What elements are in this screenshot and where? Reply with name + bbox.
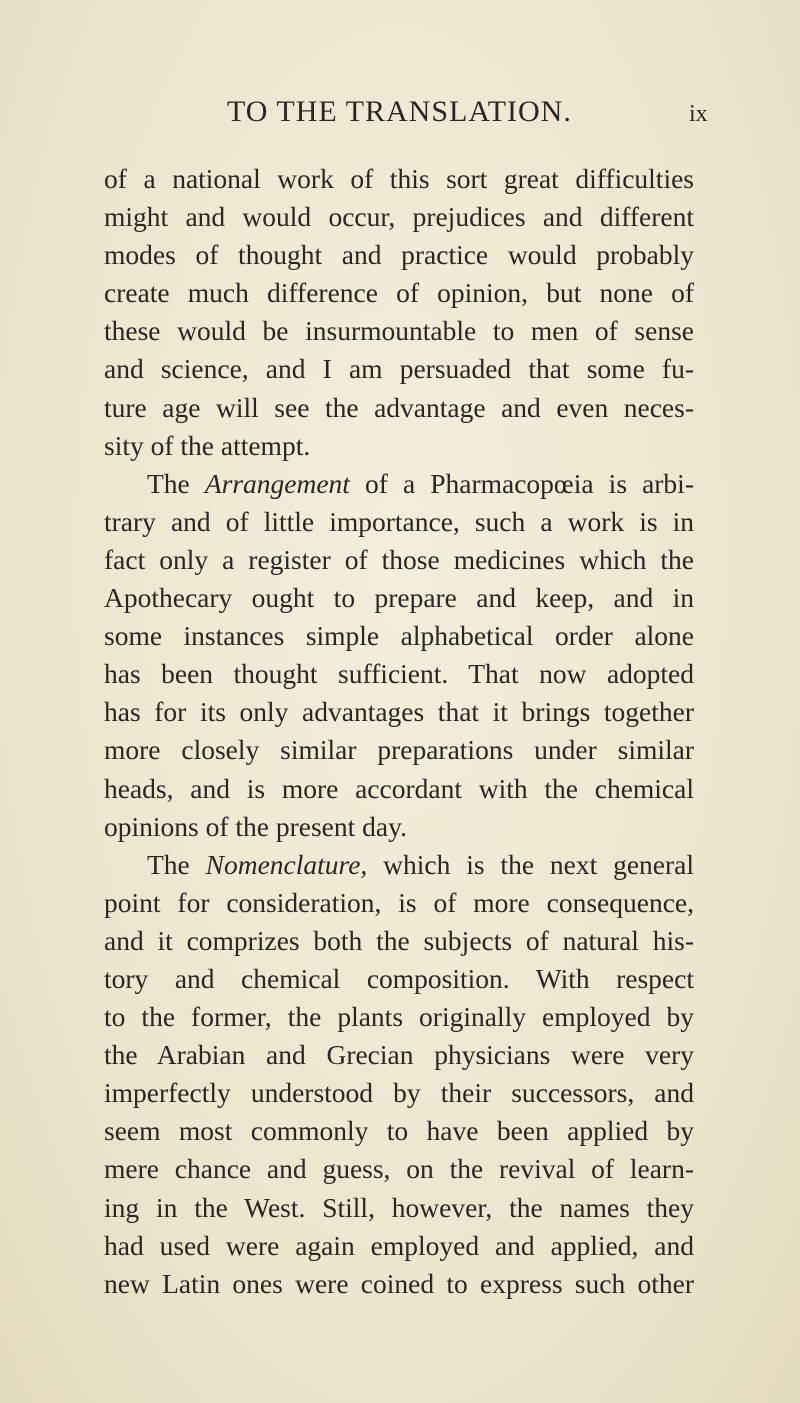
text-line: seem most commonly to have been applied by: [104, 1115, 694, 1147]
text-line: Apothecary ought to prepare and keep, and in: [104, 582, 694, 614]
text-line: has been thought sufficient. That now adopted: [104, 658, 694, 690]
text-line: ing in the West. Still, however, the names they: [104, 1191, 694, 1223]
text-line: sity of the attempt.: [104, 429, 311, 461]
text-line: might and would occur, prejudices and different: [104, 201, 694, 233]
text-line: new Latin ones were coined to express such other: [104, 1267, 694, 1299]
text-line: some instances simple alphabetical order alone: [104, 620, 694, 652]
italic-term-arrangement: Arrangement: [204, 467, 350, 499]
text-line: and science, and I am persuaded that some fu-: [104, 353, 694, 385]
text-line: of a national work of this sort great difficulties: [104, 163, 694, 194]
text-line: has for its only advantages that it brings together: [104, 696, 694, 728]
text-line: had used were again employed and applied, and: [104, 1229, 694, 1261]
text-line: more closely similar preparations under similar: [104, 734, 694, 766]
text-line: to the former, the plants originally employed by: [104, 1001, 694, 1033]
text-line: create much difference of opinion, but none of: [104, 277, 694, 309]
italic-term-nomenclature: Nomenclature,: [205, 848, 368, 880]
text-run: which is the next general: [367, 848, 694, 880]
body-text: [104, 160, 694, 1303]
text-line: imperfectly understood by their successors, and: [104, 1077, 694, 1109]
text-line: point for consideration, is of more consequence,: [104, 886, 694, 918]
text-run: The: [147, 848, 206, 880]
page-number: ix: [689, 101, 708, 127]
text-run: of a Pharmacopœia is arbi-: [349, 467, 694, 499]
text-line: the Arabian and Grecian physicians were very: [104, 1039, 694, 1071]
paragraph-start-line: [104, 846, 694, 884]
text-line: modes of thought and practice would probably: [104, 239, 694, 271]
running-head-title: TO THE TRANSLATION.: [227, 95, 572, 128]
text-run: The: [147, 467, 205, 499]
text-line: trary and of little importance, such a work is in: [104, 505, 694, 537]
text-line: fact only a register of those medicines which the: [104, 543, 694, 575]
text-line: mere chance and guess, on the revival of learn-: [104, 1153, 694, 1185]
text-line: tory and chemical composition. With respect: [104, 962, 694, 994]
running-head: [0, 92, 800, 132]
text-line: ture age will see the advantage and even neces-: [104, 391, 694, 423]
text-line: heads, and is more accordant with the chemical: [104, 772, 694, 804]
paragraph-start-line: [104, 465, 694, 503]
text-line: these would be insurmountable to men of sense: [104, 315, 694, 347]
text-line: and it comprizes both the subjects of natural his-: [104, 924, 694, 956]
text-line: opinions of the present day.: [104, 810, 407, 842]
